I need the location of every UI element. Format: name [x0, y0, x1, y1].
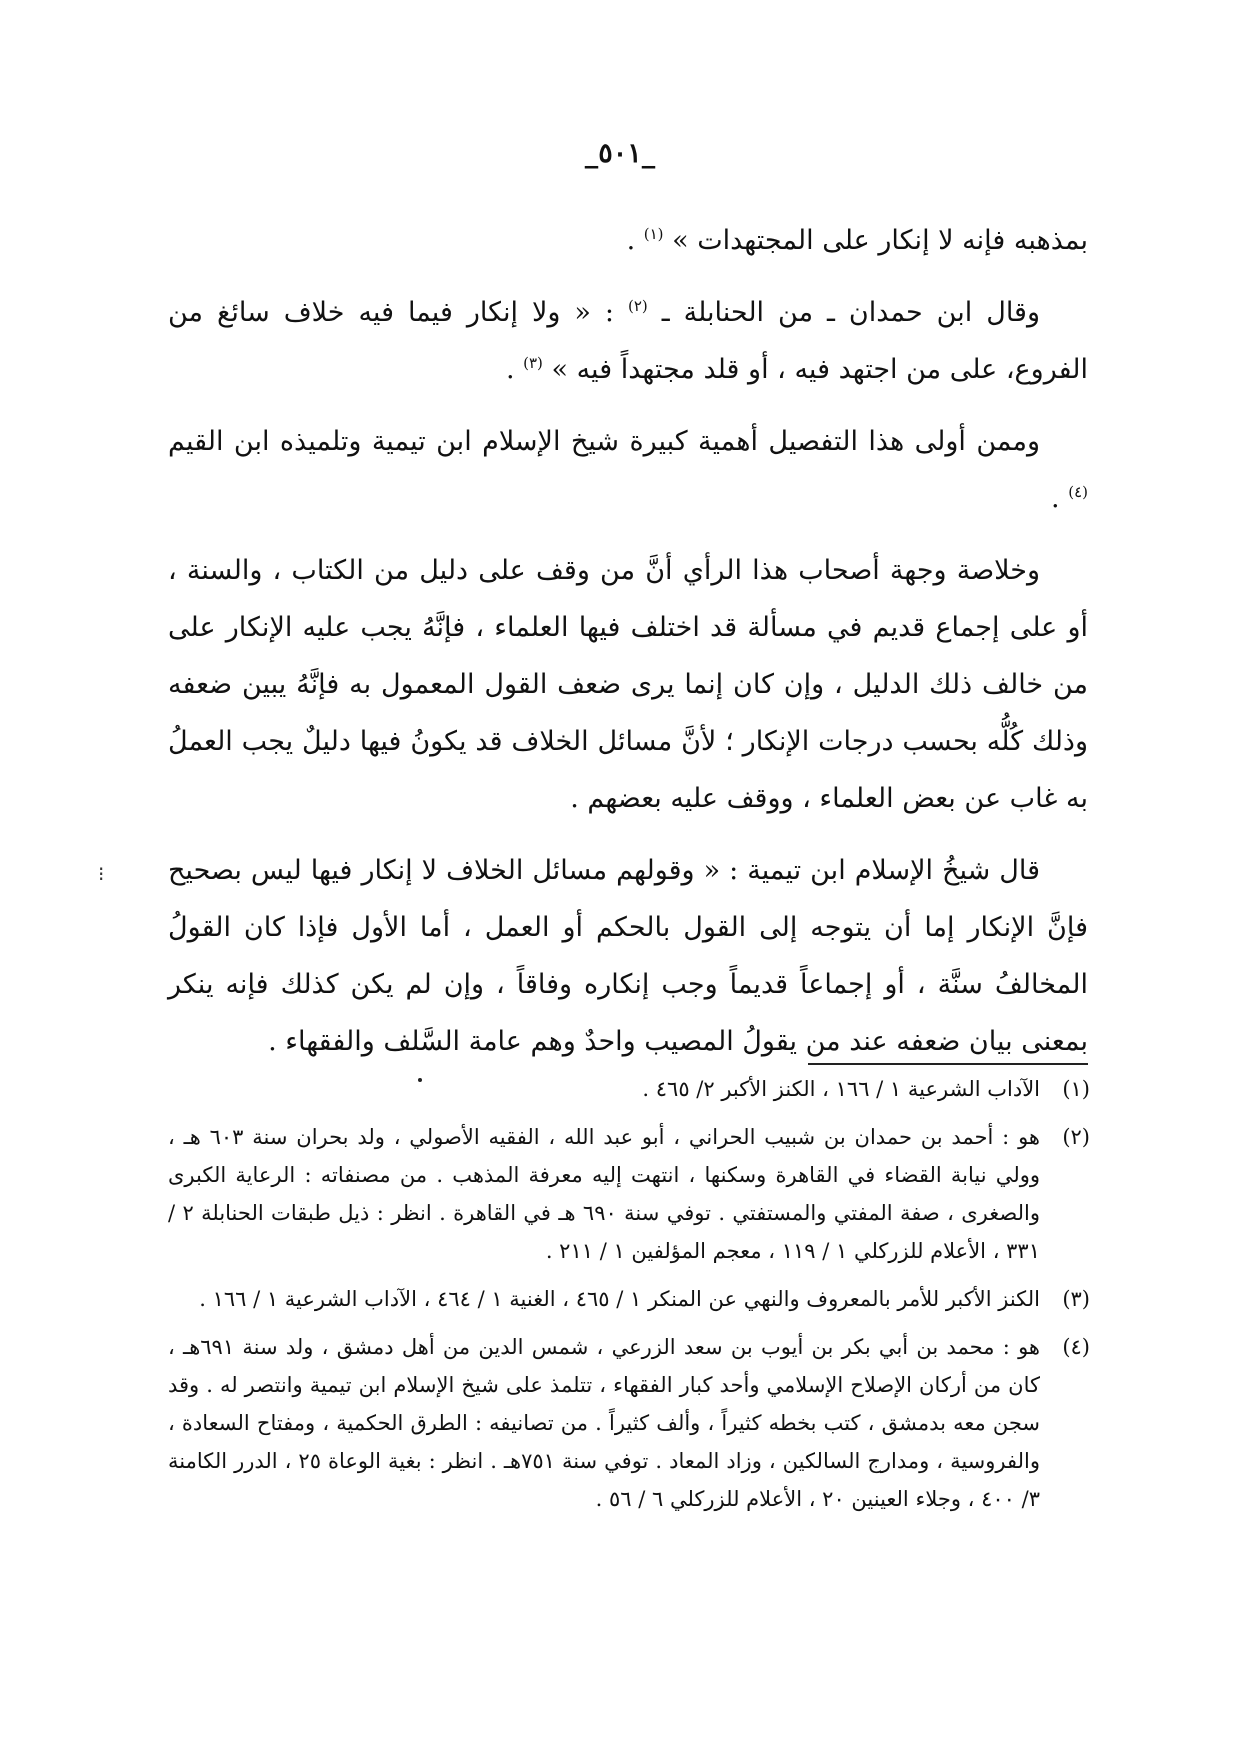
- footnote-3: [168, 1280, 1090, 1318]
- footnote-text: الآداب الشرعية ١ / ١٦٦ ، الكنز الأكبر ٢/ ٤٦٥ .: [642, 1077, 1040, 1101]
- footnote-2: [168, 1118, 1090, 1270]
- footnote-4: [168, 1328, 1090, 1518]
- footnote-text: هو : أحمد بن حمدان بن شبيب الحراني ، أبو عبد الله ، الفقيه الأصولي ، ولد بحران سنة ٦٠٣ هـ ، وولي نيابة القضاء في القاهرة وسكنها ، انتهت إليه معرفة المذهب . من مصنفاته : الرعاية الكبرى والصغرى ، صفة المفتي والمستفتي . توفي سنة ٦٩٠ هـ في القاهرة . انظر : ذيل طبقات الحنابلة ٢ / ٣٣١ ، الأعلام للزركلي ١ / ١١٩ ، معجم المؤلفين ١ / ٢١١ .: [168, 1125, 1040, 1263]
- paragraph-5: قال شيخُ الإسلام ابن تيمية : « وقولهم مسائل الخلاف لا إنكار فيها ليس بصحيح فإنَّ الإنكار إما أن يتوجه إلى القول بالحكم أو العمل ، أما الأول فإذا كان القولُ المخالفُ سنَّة ، أو إجماعاً قديماً وجب إنكاره وفاقاً ، وإن لم يكن كذلك فإنه ينكر بمعنى بيان ضعفه عند من يقولُ المصيب واحدٌ وهم عامة السَّلف والفقهاء .: [168, 855, 1088, 1057]
- paragraph-2: [168, 284, 1088, 398]
- margin-mark: ⁝: [98, 862, 105, 886]
- footnote-text: هو : محمد بن أبي بكر بن أيوب بن سعد الزرعي ، شمس الدين من أهل دمشق ، ولد سنة ٦٩١هـ ، كان من أركان الإصلاح الإسلامي وأحد كبار الفقهاء ، تتلمذ على شيخ الإسلام ابن تيمية وانتصر له . وقد سجن معه بدمشق ، كتب بخطه كثيراً ، وألف كثيراً . من تصانيفه : الطرق الحكمية ، ومفتاح السعادة ، والفروسية ، ومدارج السالكين ، وزاد المعاد . توفي سنة ٧٥١هـ . انظر : بغية الوعاة ٢٥ ، الدرر الكامنة ٣/ ٤٠٠ ، وجلاء العينين ٢٠ ، الأعلام للزركلي ٦ / ٥٦ .: [168, 1335, 1041, 1511]
- footnote-1: [168, 1070, 1090, 1108]
- footnote-ref: (٤): [1068, 483, 1088, 501]
- paragraph-tail: .: [626, 225, 644, 256]
- page-number: _٥٠١_: [584, 138, 656, 169]
- paragraph-tail: .: [505, 354, 524, 385]
- footnote-ref: (٢): [627, 297, 648, 315]
- paragraph-text: بمذهبه فإنه لا إنكار على المجتهدات »: [672, 225, 1088, 256]
- footnote-ref: (١): [643, 225, 664, 243]
- paragraph-tail: .: [1051, 483, 1069, 514]
- paragraph-text: وممن أولى هذا التفصيل أهمية كبيرة شيخ الإسلام ابن تيمية وتلميذه ابن القيم: [168, 426, 1040, 457]
- paragraph-4: وخلاصة وجهة أصحاب هذا الرأي أنَّ من وقف على دليل من الكتاب ، والسنة ، أو على إجماع قديم في مسألة قد اختلف فيها العلماء ، فإنَّهُ يجب عليه الإنكار على من خالف ذلك الدليل ، وإن كان إنما يرى ضعف القول المعمول به فإنَّهُ يبين ضعفه وذلك كُلُّه بحسب درجات الإنكار ؛ لأنَّ مسائل الخلاف قد يكونُ فيها دليلٌ يجب العملُ به غاب عن بعض العلماء ، ووقف عليه بعضهم .: [168, 555, 1088, 814]
- paragraph-tail: : « ولا إنكار فيما فيه خلاف سائغ من الفروع، على من اجتهد فيه ، أو قلد مجتهداً فيه »: [168, 297, 1088, 385]
- footnote-text: الكنز الأكبر للأمر بالمعروف والنهي عن المنكر ١ / ٤٦٥ ، الغنية ١ / ٤٦٤ ، الآداب الشرعية ١ / ١٦٦ .: [199, 1287, 1040, 1311]
- footnote-mark: (١): [1062, 1077, 1090, 1101]
- footnote-mark: (٣): [1062, 1287, 1090, 1311]
- footnotes: [168, 1070, 1090, 1528]
- paragraph-1: [168, 212, 1088, 269]
- footnote-separator: [808, 1063, 1088, 1065]
- paragraph-text: وقال ابن حمدان ـ من الحنابلة ـ: [661, 297, 1041, 328]
- footnote-mark: (٤): [1062, 1335, 1090, 1359]
- footnote-ref: (٣): [523, 354, 543, 372]
- main-text: [168, 212, 1088, 1070]
- footnote-mark: (٢): [1062, 1125, 1090, 1149]
- paragraph-3: [168, 413, 1088, 527]
